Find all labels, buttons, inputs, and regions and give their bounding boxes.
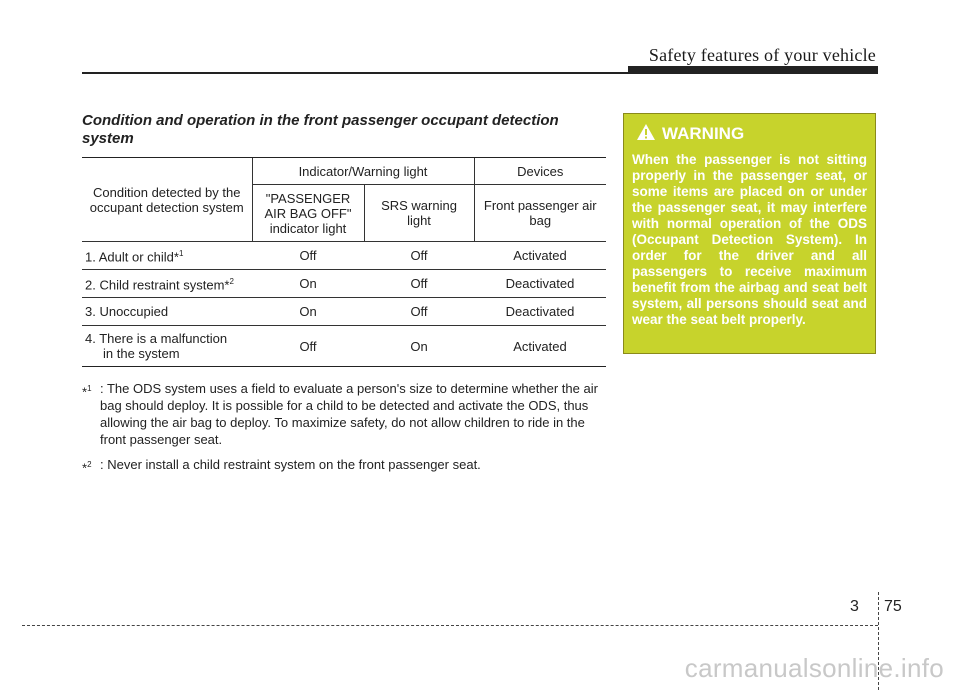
- condition-cell: 3. Unoccupied: [82, 298, 252, 326]
- pab-off-cell: Off: [252, 326, 364, 367]
- airbag-cell: Deactivated: [474, 298, 606, 326]
- airbag-cell: Activated: [474, 326, 606, 367]
- table-row: [82, 270, 606, 298]
- footnotes: [82, 380, 608, 476]
- header-rule: [82, 72, 878, 74]
- footer-rule: [22, 625, 878, 626]
- condition-cell: 1. Adult or child*$^1$: [82, 242, 252, 270]
- watermark: carmanualsonline.info: [684, 653, 944, 683]
- footnote: *$^2$ : Never install a child restraint system on the front passenger seat.: [82, 457, 481, 476]
- warning-triangle-icon: [636, 123, 656, 146]
- pab-off-cell: Off: [252, 242, 364, 270]
- table-row: [82, 326, 606, 367]
- pab-off-header: "PASSENGER AIR BAG OFF" indicator light: [252, 185, 364, 242]
- table-row: [82, 242, 606, 270]
- condition-cell: 2. Child restraint system*$^2$: [82, 270, 252, 298]
- front-passenger-airbag-header: Front passenger air bag: [474, 185, 606, 242]
- section-title: Safety features of your vehicle: [648, 45, 876, 65]
- warning-text: When the passenger is not sitting properly in the passenger seat, or some items are placed on or under the passenger seat, it may interfere with normal operation of the ODS (Occupant Detection System). In order for the driver and all passengers to receive maximum benefit from the airbag and seat belt system, all persons should seat and wear the seat belt properly.: [632, 152, 867, 327]
- indicator-group-header: Indicator/Warning light: [252, 158, 474, 185]
- srs-cell: Off: [364, 298, 474, 326]
- chapter-number: 3: [850, 598, 859, 615]
- airbag-cell: Deactivated: [474, 270, 606, 298]
- condition-cell: 4. There is a malfunction in the system: [82, 326, 252, 367]
- condition-heading: Condition and operation in the front passenger occupant detection system: [82, 112, 559, 147]
- ods-condition-table: [82, 157, 606, 367]
- pab-off-cell: On: [252, 270, 364, 298]
- condition-column-header: Condition detected by the occupant detection system: [82, 158, 252, 242]
- pab-off-cell: On: [252, 298, 364, 326]
- srs-warning-header: SRS warning light: [364, 185, 474, 242]
- srs-cell: On: [364, 326, 474, 367]
- table-row: [82, 298, 606, 326]
- airbag-cell: Activated: [474, 242, 606, 270]
- warning-box: [623, 113, 876, 354]
- warning-header: [636, 122, 867, 146]
- devices-header: Devices: [474, 158, 606, 185]
- srs-cell: Off: [364, 242, 474, 270]
- warning-title: WARNING: [662, 124, 745, 143]
- page-number-value: 75: [884, 598, 902, 615]
- footnote: *$^1$ : The ODS system uses a field to evaluate a person's size to determine whether the air bag should deploy. It is possible for a child to be detected and activate the ODS, thus allowing the air bag to deploy. To maximize safety, do not allow children to ride in the front passenger seat.: [82, 381, 598, 447]
- srs-cell: Off: [364, 270, 474, 298]
